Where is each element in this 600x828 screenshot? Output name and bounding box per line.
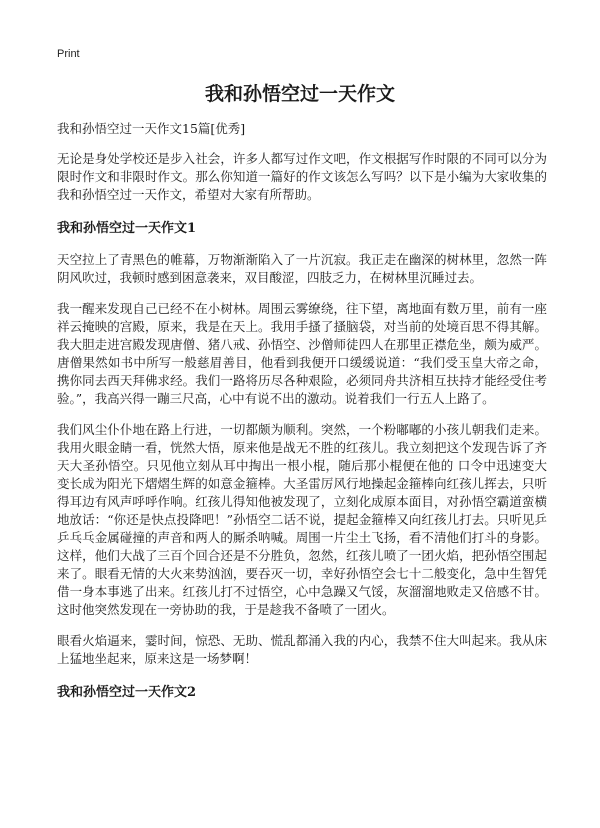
section-heading-2: 我和孙悟空过一天作文2 bbox=[57, 685, 197, 700]
intro-paragraph: 无论是身处学校还是步入社会，许多人都写过作文吧，作文根据写作时限的不同可以分为限时作文和非限时作文。那么你知道一篇好的作文该怎么写吗？以下是小编为大家收集的我和孙悟空过一天作文，希望对大家有所帮助。 bbox=[57, 151, 547, 202]
page-title: 我和孙悟空过一天作文 bbox=[204, 83, 395, 105]
article-body bbox=[57, 120, 547, 715]
section1-paragraph-3: 我们风尘仆仆地在路上行进，一切都颇为顺利。突然，一个粉嘟嘟的小孩儿朝我们走来。我用火眼金睛一看，恍然大悟，原来他是战无不胜的红孩儿。我立刻把这个发现告诉了齐天大圣孙悟空。只见他立刻从耳中掏出一根小棍，随后那小棍便在他的 口令中迅速变大变长成为阳光下熠熠生辉的如意金箍棒。大圣雷厉风行地操起金箍棒向红孩儿挥去，只听得耳边有风声呼呼作响。红孩儿得知他被发现了，立刻化成原本面目，对孙悟空霸道蛮横地放话：“你还是快点投降吧！”孙悟空二话不说，提起金箍棒又向红孩儿打去。只听见乒乒乓乓金属碰撞的声音和两人的厮杀呐喊。周围一片尘土飞扬，看不清他们打斗的身影。这样，他们大战了三百个回合还是不分胜负，忽然，红孩儿喷了一团火焰，把孙悟空围起来了。眼看无情的大火来势汹汹，要吞灭一切，幸好孙悟空会七十二般变化，急中生智凭借一身本事逃了出来。红孩儿打不过悟空，心中急躁又气馁，灰溜溜地败走又倍感不甘。这时他突然发现在一旁协助的我，于是趁我不备喷了一团火。 bbox=[57, 422, 547, 617]
section1-paragraph-2: 我一醒来发现自己已经不在小树林。周围云雾缭绕，往下望，离地面有数万里，前有一座祥云掩映的宫殿，原来，我是在天上。我用手搔了搔脑袋，对当前的处境百思不得其解。我大胆走进宫殿发现唐僧、猪八戒、孙悟空、沙僧师徒四人在那里正襟危坐，颇为威严。唐僧果然如书中所写一般慈眉善目，他看到我便开口缓缓说道：“我们受玉皇大帝之命，携你同去西天拜佛求经。我们一路将历尽各种艰险，必须同舟共济相互扶持才能经受住考验。”，我高兴得一蹦三尺高，心中有说不出的激动。说着我们一行五人上路了。 bbox=[57, 301, 547, 406]
section-heading-1: 我和孙悟空过一天作文1 bbox=[57, 221, 197, 236]
section1-paragraph-4: 眼看火焰逼来，霎时间，惊恐、无助、慌乱都涌入我的内心，我禁不住大叫起来。我从床上猛地坐起来，原来这是一场梦啊！ bbox=[57, 633, 547, 666]
print-label[interactable]: Print bbox=[57, 48, 80, 60]
article-subtitle: 我和孙悟空过一天作文15篇[优秀] bbox=[57, 121, 246, 136]
section1-paragraph-1: 天空拉上了青黑色的帷幕，万物渐渐陷入了一片沉寂。我正走在幽深的树林里，忽然一阵阴风吹过，我顿时感到困意袭来，双目酸涩，四肢乏力，在树林里沉睡过去。 bbox=[57, 252, 547, 285]
